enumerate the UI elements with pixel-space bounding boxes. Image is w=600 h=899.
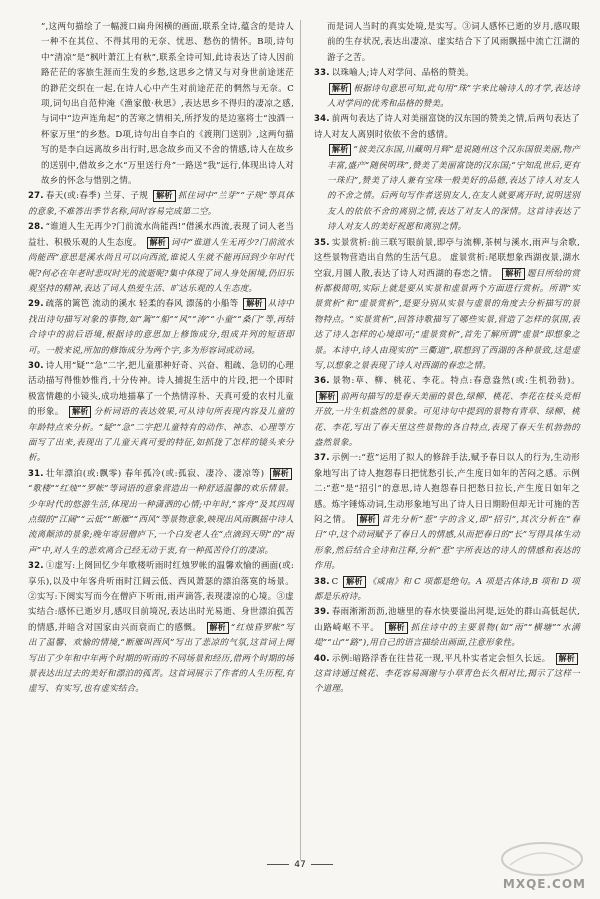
answer-text: 示例一:“惹”运用了拟人的修辞手法,赋予春日以人的行为,生动形象地写出了诗人抱怨春日把忧愁引长,产生度日如年的苦闷之感。示例二:“惹”是“招引”的意思,诗人抱怨春日把愁日拉长,产生度日如年之感。炼字锤炼动词,生动形象地写出了诗人日日期盼但却无计可施的苦闷之情。	[314, 453, 580, 525]
analysis-tag: 解析	[69, 406, 91, 418]
analysis-tag: 解析	[147, 237, 169, 249]
answer-item	[314, 652, 580, 698]
answer-item	[28, 467, 294, 559]
analysis-text: 首先分析“惹”字的含义,即“招引”,其次分析在“春日”中,这个动词赋予了春日人的情感,从而把春日的“长”写得具体生动形象,然后结合全诗和注释,分析“惹”字所表达的诗人的情感和表达的作用。	[314, 515, 580, 572]
answer-text: 春天(或:春季) 兰芽、子规	[45, 191, 152, 202]
analysis-text: 前两句描写的是春天美丽的景色,绿柳、桃花、李花在枝头竞相开放,一片生机盎然的景象。可见诗句中提到的景物有青草、绿柳、桃花、李花,写出了春天里这些景物的各自特点,表现了春天生机勃勃的盎然景象。	[314, 391, 580, 448]
analysis-text: 词中“谁道人生无再少?门前流水尚能西”意思是溪水尚且可以向西流,谁说人生就不能再回到少年时代呢?何必在年老时悲叹时光的流逝呢?集中体现了词人身处困境,仍旧乐观坚持的精神,表达了词人热爱生活、旷达乐观的人生态度。	[28, 237, 294, 294]
analysis-text: 这首诗通过桃花、李花容易凋谢与小草青色长久相对比,揭示了这样一个道理。	[314, 669, 580, 695]
analysis-tag: 解析	[556, 653, 578, 665]
analysis-tag: 解析	[385, 622, 407, 634]
analysis-text: “红烛昏罗帐”写出了温馨、欢愉的情境,“断雁叫西风”写出了悲凉的气氛,这首词上阕写出了少年和中年两个时期的听雨的不同场景和经历,借两个时期的场景表达出过去的美好和漂泊的孤苦。这首词展示了作者的人生历程,有虚写、有实写,也有虚实结合。	[28, 622, 294, 695]
answer-item	[314, 66, 580, 81]
answer-text: 示例:暗路浮香在往昔花一现,平凡朴实者定会恒久长远。	[331, 653, 554, 664]
answer-text: 实景赏析:前三联写眼前景,即亭与流柳,茶树与溪水,雨声与余歌,这些景物营造出自然的生活气息。 虚景赏析:尾联想象西湖夜景,湖水空寂,月圆人散,表达了诗人对西湖的春恋之情。	[314, 237, 580, 279]
question-number: 36.	[314, 376, 330, 387]
answer-text: ”,这两句描绘了一幅渡口扁舟闲横的画面,联系全诗,蕴含的是诗人一种不在其位、不得其用的无奈、忧思、愁伤的情怀。B项,诗句中“清凉”是“枫叶萧江上有秋”,联系全诗可知,此诗表达了诗人因前路茫茫的客旅生涯而生发的乡愁,这思乡之情又与对身世前途迷茫的渺茫交织在一起,在诗人心中产生对前途茫茫的惘然与无奈。C项,词句出自范仲淹《渔家傲·秋思》,表达思乡不得归的凄凉之感,与词中“边声连角起”的苦寒之情相关,所抒发的是边塞将士“浊酒一杯家万里”的乡愁。D项,诗句出自李白的《渡荆门送别》,这两句描写的是李白远离故乡出行时,思念故乡而又不舍的情感,诗人在故乡的送别中,借故乡之水“万里送行舟”一路送“我”远行,体现出诗人对故乡的怀念与惜别之情。	[41, 22, 294, 187]
answer-text: 景物:草、柳、桃花、李花。特点:春意盎然(或:生机勃勃)。	[331, 376, 580, 387]
question-number: 32.	[28, 561, 44, 572]
analysis-text: 根据诗句意思可知,此句用“珠”字来比喻诗人的才学,表达诗人对学问的优秀和品格的赞美。	[327, 83, 580, 110]
analysis-tag: 解析	[329, 144, 351, 156]
question-number: 38.	[314, 576, 330, 587]
analysis-tag: 解析	[207, 622, 229, 634]
watermark-text: MXQE.COM	[502, 877, 586, 891]
page-number-rule-right	[311, 864, 333, 865]
answer-item	[314, 236, 580, 375]
answer-item	[28, 359, 294, 467]
question-number: 29.	[28, 299, 44, 310]
analysis-text: “彼美汉东国,川藏明月辉”是说随州这个汉东国很美丽,物产丰富,盛产“随侯明珠”,赞美了美丽富饶的汉东国;“宁知乱世后,更有一珠归”,赞美了诗人兼有宝珠一般美好的品德,表达了诗人对友人的不舍之情。后两句写作者送别友人,在友人就要离开时,说明送别友人的依依不舍的离别之情,表达了对友人的深情。这首诗表达了诗人对友人的美好祝愿和离别之情。	[327, 145, 580, 233]
question-number: 28.	[28, 222, 44, 233]
answer-item	[314, 82, 580, 113]
analysis-tag: 解析	[243, 298, 265, 310]
analysis-tag: 解析	[357, 514, 379, 526]
question-number: 39.	[314, 607, 330, 618]
page-number-text: 47	[294, 860, 306, 870]
question-number: 34.	[314, 114, 330, 125]
analysis-tag: 解析	[153, 190, 175, 202]
analysis-text: 抓住词中“兰芽”“子规”等具体的意象,不难答出季节名称,同时容易完成第二空。	[28, 191, 294, 217]
answer-text: 而是词人当时的真实处境,是实写。③词人感怀已逝的岁月,感叹眼前的生存状况,表达出凄凉、虚实结合下了风雨飘摇中流亡江湖的游子之苦。	[327, 22, 580, 63]
answer-item	[314, 605, 580, 651]
answer-text: C	[331, 576, 342, 587]
answer-text: ①虚写:上阕回忆少年歌楼听雨时红烛罗帐的温馨欢愉的画面(或:享乐),以及中年客舟听雨时江阔云低、西风萧瑟的漂泊落寞的场景。②实写:下阕实写而今在僧庐下听雨,雨声滴答,表现凄凉的心境。③虚实结合:感怀已逝岁月,感叹目前境况,表达出时光易逝、身世漂泊孤苦的情感,并暗含对国家由兴而衰而亡的感慨。	[28, 561, 294, 633]
analysis-tag: 解析	[329, 83, 351, 95]
answer-text: 以珠喻人;诗人对学问、品格的赞美。	[331, 68, 474, 79]
question-number: 35.	[314, 237, 330, 248]
question-number: 27.	[28, 191, 44, 202]
analysis-text: “歌楼”“红烛”“罗帐”等词语的意象营造出一种舒适温馨的欢乐情景。少年时代的悠游生活,体现出一种潇洒的心情;中年时,“客舟”及其四周点缀的“江阔”“云低”“断雁”“西风”等景物意象,映现出风雨飘摇中诗人流离颠沛的景象;晚年寄居僧庐下,一个白发老人在“点滴到天明”的“雨声”中,对人生的悲欢离合已经无动于衷,有一种孤苦伶仃的凄凉。	[28, 484, 294, 556]
analysis-text: 题目所给的赏析都极简明,实际上就是要从实景和虚景两个方面进行赏析。所谓“实景赏析”和“虚景赏析”,是要分别从实景与虚景的角度去分析描写的景物特点。“实景赏析”,回答诗歌描写了哪些实景,营造了怎样的氛围,表达了诗人怎样的心境即可;“虚景赏析”,首先了解所谓“虚景”即想象之景。本诗中,诗人由现实的“三衢道”,联想到了西湖的各种景致,这是虚写,以想象之景表现了诗人对西湖的春恋之情。	[314, 268, 580, 371]
question-number: 31.	[28, 468, 44, 479]
answer-item	[28, 297, 294, 359]
question-number: 30.	[28, 360, 44, 371]
answer-text: 诗人用“疑”“急”二字,把儿童那种好奇、兴奋、粗疏、急切的心理活动描写得惟妙惟肖,十分传神。诗人捕捉生活中的片段,把一个即时极富情趣的小镜头,成功地描摹了一个热情淳朴、天真可爱的农村儿童的形象。	[28, 360, 294, 418]
question-number: 33.	[314, 68, 330, 79]
analysis-text: 从诗中找出诗句描写对象的事物,如“篱”“船”“风”“涛”“小童”“桑门”等,再结合诗中的前后语境,根据诗的意思加上修饰成分,组成并列的短语即可。一般来说,所加的修饰成分为两个字,多为形容词或动词。	[28, 299, 294, 356]
answer-text: “谁道人生无再少?门前流水尚能西!”借溪水西流,表现了词人老当益壮、积极乐观的人生态度。	[28, 222, 294, 248]
analysis-text: 《咸南》和 C 项都是绝句。A 项是古体诗,B 项和 D 项都是乐府诗。	[314, 576, 581, 603]
answer-item	[28, 559, 294, 698]
column-divider	[300, 20, 301, 860]
analysis-tag: 解析	[270, 468, 292, 480]
answer-text: 春雨淅淅沥沥,池塘里的春水快要溢出河堤,远处的群山高低起伏,山路崎岖不平。	[314, 607, 580, 633]
answer-item	[28, 220, 294, 297]
answer-item	[314, 451, 580, 574]
analysis-text: 抓住诗中的主要景物(如“雨”“横塘”“水满堤”“山”“路”),用自己的语言描绘出画面,注意形象性。	[314, 622, 580, 649]
analysis-tag: 解析	[316, 391, 338, 403]
answer-text: 壮年漂泊(或:飘零) 春年孤冷(或:孤寂、凄冷、凄凉等)	[45, 468, 268, 479]
answer-item	[314, 20, 580, 66]
question-number: 37.	[314, 453, 330, 464]
answer-text: 疏落的篱笆 流动的溪水 轻柔的春风 漂荡的小船等	[45, 299, 242, 310]
answer-text: 前两句表达了诗人对美丽富饶的汉东国的赞美之情,后两句表达了诗人对友人离别时依依不舍的感情。	[314, 114, 580, 140]
analysis-text: 分析词语的表达效果,可从诗句所表现内容及儿童的年龄特点来分析。“疑”“急”二字把儿童特有的动作、神态、心理等方面写了出来,表现出了儿童天真可爱的特征,如抓拢了怎样的镜头来分析。	[28, 407, 294, 464]
analysis-tag: 解析	[343, 576, 365, 588]
question-number: 40.	[314, 653, 330, 664]
answer-item	[314, 112, 580, 143]
left-column	[28, 20, 294, 698]
answer-item	[28, 20, 294, 189]
answer-item	[314, 575, 580, 606]
answer-item	[314, 374, 580, 451]
answer-item	[314, 143, 580, 235]
analysis-tag: 解析	[502, 268, 524, 280]
page-number-rule-left	[267, 864, 289, 865]
right-column	[314, 20, 580, 698]
answer-item	[28, 189, 294, 220]
